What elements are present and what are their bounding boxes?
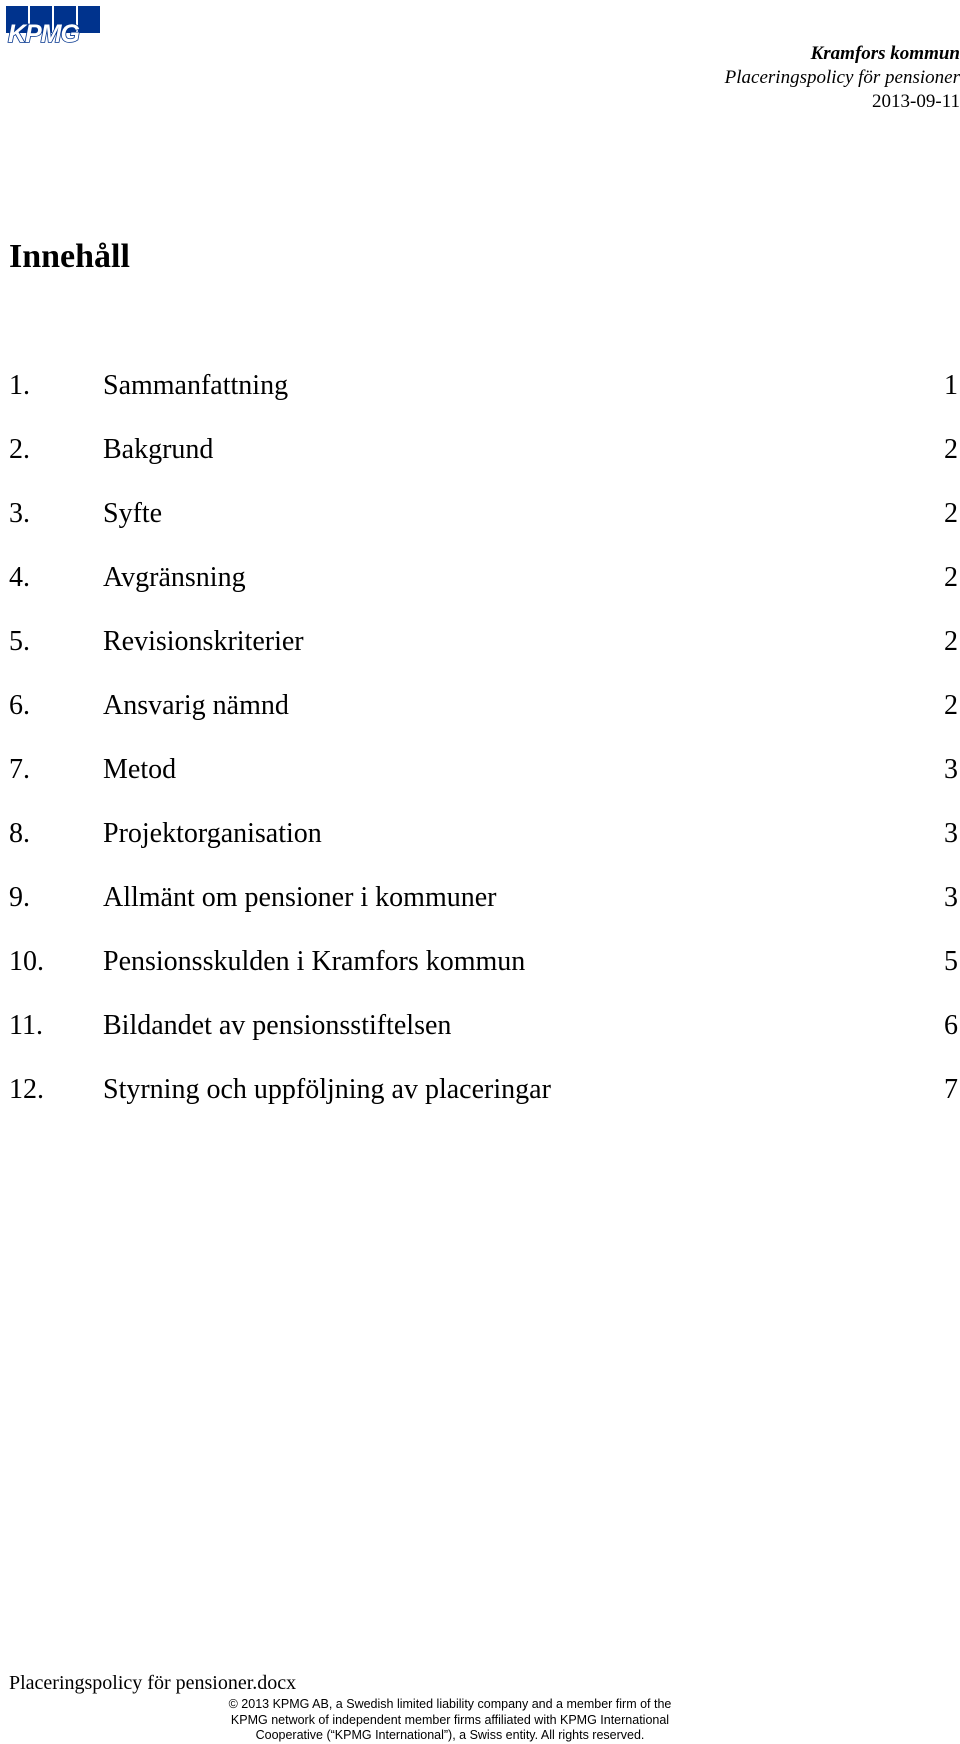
toc-item-label: Avgränsning	[103, 562, 246, 593]
toc-item-page: 2	[944, 626, 958, 657]
toc-item-page: 3	[944, 882, 958, 913]
toc-item-number: 4.	[9, 562, 30, 593]
toc-item-1[interactable]	[9, 366, 958, 430]
header-date: 2013-09-11	[872, 91, 960, 112]
toc-item-number: 2.	[9, 434, 30, 465]
toc-item-number: 6.	[9, 690, 30, 721]
toc-item-page: 2	[944, 562, 958, 593]
toc-item-number: 3.	[9, 498, 30, 529]
toc-item-page: 1	[944, 370, 958, 401]
kpmg-logo-text: KPMG	[8, 20, 79, 46]
toc-item-page: 3	[944, 818, 958, 849]
document-header	[540, 42, 960, 114]
toc-title: Innehåll	[9, 238, 130, 275]
toc-item-2[interactable]	[9, 430, 958, 494]
toc-item-page: 7	[944, 1074, 958, 1105]
footer-copyright	[210, 1697, 690, 1744]
toc-item-11[interactable]	[9, 1006, 958, 1070]
toc-item-page: 2	[944, 690, 958, 721]
footer-filename: Placeringspolicy för pensioner.docx	[9, 1672, 297, 1694]
toc-item-6[interactable]	[9, 686, 958, 750]
toc-item-number: 9.	[9, 882, 30, 913]
copyright-line: © 2013 KPMG AB, a Swedish limited liability company and a member firm of the	[228, 1697, 672, 1711]
copyright-line: KPMG network of independent member firms affiliated with KPMG International	[230, 1712, 670, 1727]
toc-item-label: Ansvarig nämnd	[103, 690, 289, 721]
toc-item-page: 5	[944, 946, 958, 977]
toc-item-5[interactable]	[9, 622, 958, 686]
toc-item-4[interactable]	[9, 558, 958, 622]
toc-item-label: Styrning och uppföljning av placeringar	[103, 1074, 551, 1105]
toc-item-label: Sammanfattning	[103, 370, 289, 401]
toc-item-number: 12.	[9, 1074, 44, 1105]
copyright-line: Cooperative (“KPMG International”), a Swiss entity. All rights reserved.	[255, 1728, 645, 1742]
toc-item-page: 3	[944, 754, 958, 785]
toc-item-7[interactable]	[9, 750, 958, 814]
toc-item-number: 7.	[9, 754, 30, 785]
toc-item-label: Revisionskriterier	[103, 626, 304, 657]
toc-item-9[interactable]	[9, 878, 958, 942]
toc-item-label: Pensionsskulden i Kramfors kommun	[103, 946, 526, 977]
toc-item-10[interactable]	[9, 942, 958, 1006]
toc-item-number: 5.	[9, 626, 30, 657]
toc-item-number: 10.	[9, 946, 44, 977]
toc-item-label: Projektorganisation	[103, 818, 322, 849]
toc-item-page: 6	[944, 1010, 958, 1041]
toc-item-number: 8.	[9, 818, 30, 849]
toc-item-label: Metod	[103, 754, 177, 785]
toc-item-page: 2	[944, 498, 958, 529]
kpmg-logo-graphic	[6, 6, 106, 46]
toc-item-number: 1.	[9, 370, 30, 401]
header-subtitle: Placeringspolicy för pensioner	[724, 67, 960, 88]
header-organization: Kramfors kommun	[810, 43, 960, 64]
toc-item-number: 11.	[9, 1010, 43, 1041]
toc-item-label: Bildandet av pensionsstiftelsen	[103, 1010, 452, 1041]
toc-item-label: Bakgrund	[103, 434, 214, 465]
toc-item-label: Allmänt om pensioner i kommuner	[103, 882, 497, 913]
toc-item-3[interactable]	[9, 494, 958, 558]
toc-item-8[interactable]	[9, 814, 958, 878]
kpmg-logo	[6, 6, 106, 46]
toc-item-12[interactable]	[9, 1070, 958, 1134]
table-of-contents	[9, 366, 958, 1134]
toc-item-page: 2	[944, 434, 958, 465]
toc-item-label: Syfte	[103, 498, 163, 529]
